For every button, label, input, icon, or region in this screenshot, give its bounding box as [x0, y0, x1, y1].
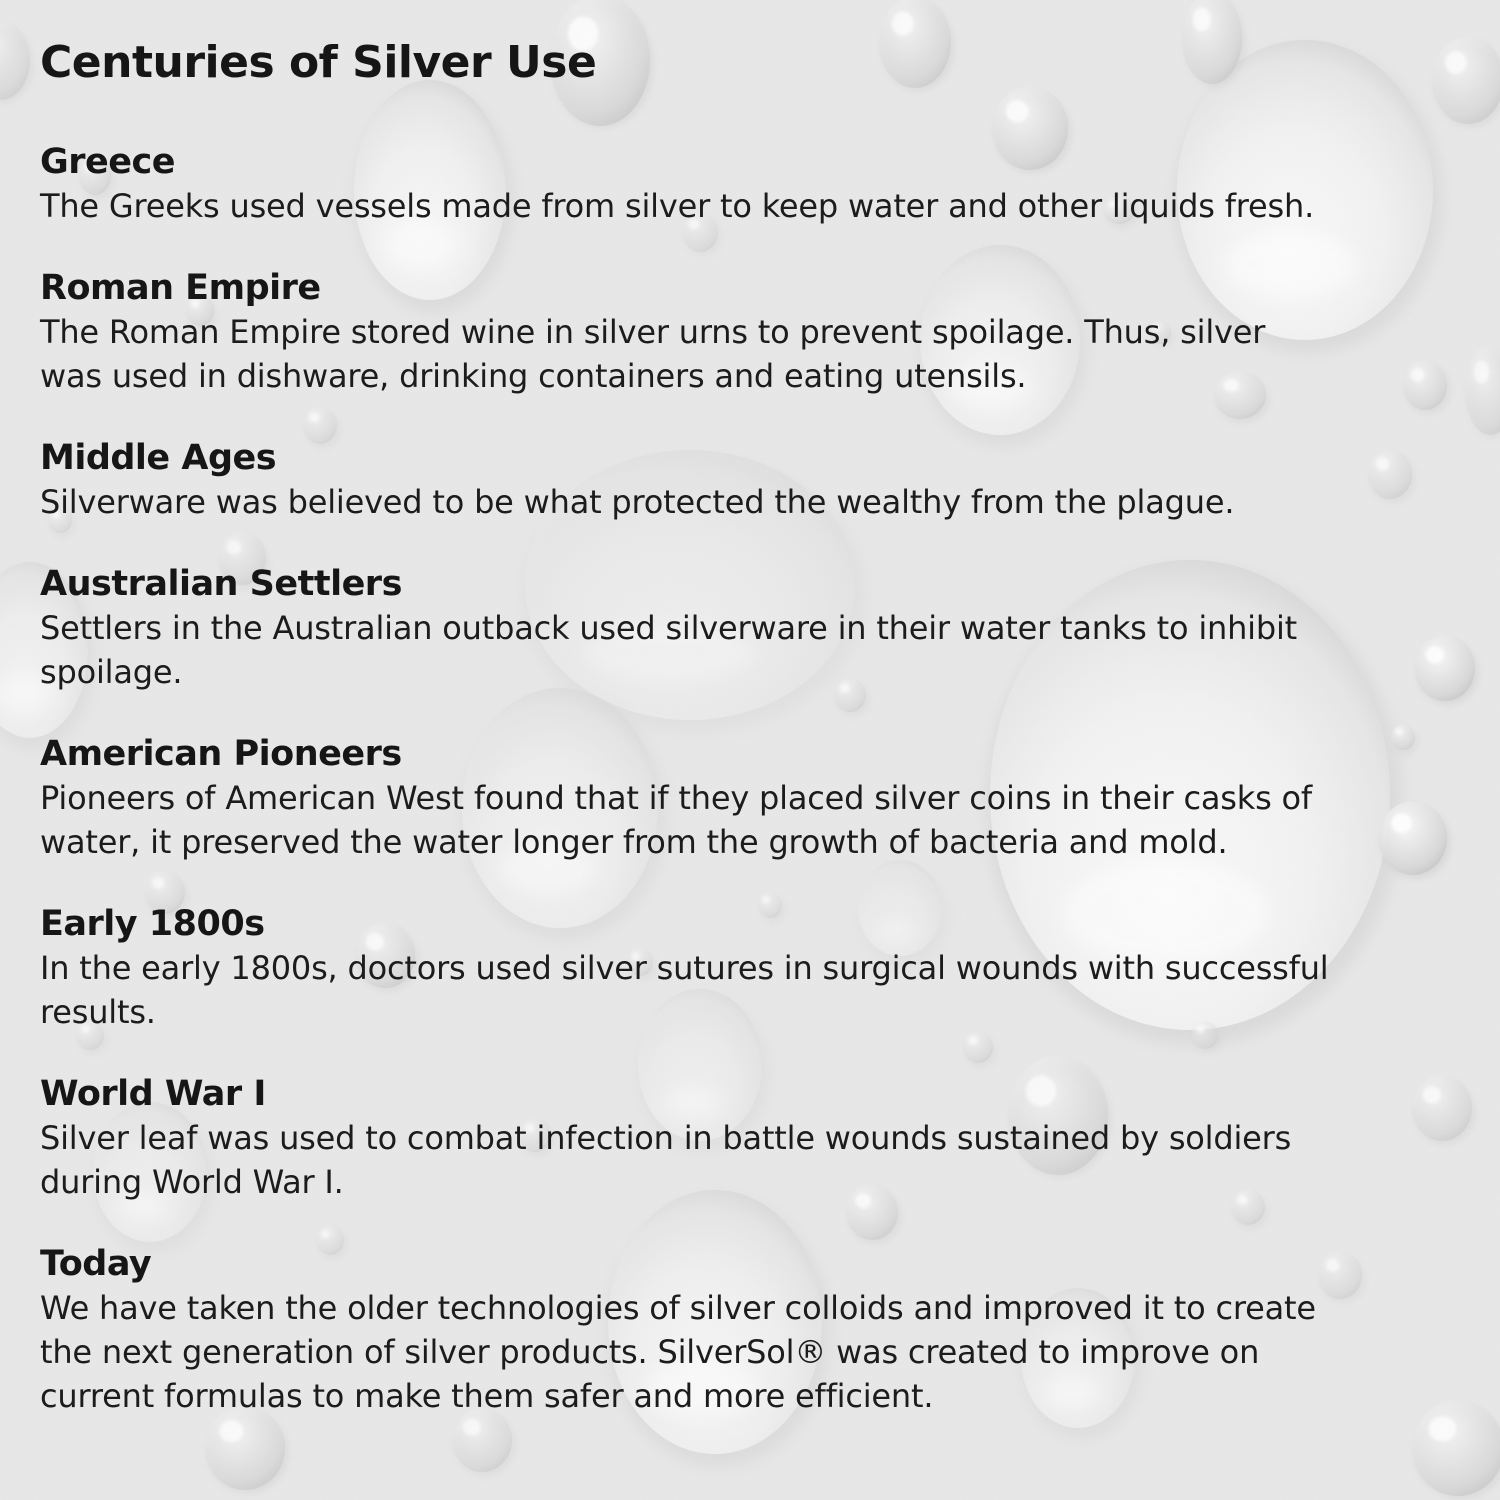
timeline-sections	[40, 140, 1460, 1418]
section-body-line: was used in dishware, drinking containers and eating utensils.	[40, 357, 1027, 395]
section-body-line: spoilage.	[40, 653, 183, 691]
section-heading: World War I	[40, 1074, 266, 1114]
section-body	[40, 606, 1460, 694]
section-body-line: results.	[40, 993, 156, 1031]
section-body-line: The Greeks used vessels made from silver to keep water and other liquids fresh.	[40, 187, 1315, 225]
section-body-line: The Roman Empire stored wine in silver urns to prevent spoilage. Thus, silver	[40, 313, 1266, 351]
section-body	[40, 184, 1460, 228]
section-body	[40, 480, 1460, 524]
timeline-section	[40, 732, 1460, 864]
section-body-line: We have taken the older technologies of silver colloids and improved it to create	[40, 1289, 1316, 1327]
section-body	[40, 946, 1460, 1034]
timeline-section	[40, 1072, 1460, 1204]
section-heading: Roman Empire	[40, 268, 321, 308]
section-heading: Australian Settlers	[40, 564, 402, 604]
section-body-line: the next generation of silver products. SilverSol® was created to improve on	[40, 1333, 1260, 1371]
section-body-line: Silverware was believed to be what protected the wealthy from the plague.	[40, 483, 1235, 521]
page-title: Centuries of Silver Use	[40, 37, 597, 88]
section-body	[40, 776, 1460, 864]
section-heading: Middle Ages	[40, 438, 277, 478]
section-body	[40, 1286, 1460, 1418]
section-body-line: Settlers in the Australian outback used silverware in their water tanks to inhibit	[40, 609, 1298, 647]
timeline-section	[40, 902, 1460, 1034]
section-heading: Greece	[40, 142, 175, 182]
section-heading: American Pioneers	[40, 734, 402, 774]
section-heading: Early 1800s	[40, 904, 265, 944]
section-body-line: Silver leaf was used to combat infection in battle wounds sustained by soldiers	[40, 1119, 1292, 1157]
section-body-line: Pioneers of American West found that if they placed silver coins in their casks of	[40, 779, 1312, 817]
section-body	[40, 310, 1460, 398]
section-heading: Today	[40, 1244, 152, 1284]
section-body-line: In the early 1800s, doctors used silver sutures in surgical wounds with successful	[40, 949, 1329, 987]
timeline-section	[40, 562, 1460, 694]
section-body-line: water, it preserved the water longer from the growth of bacteria and mold.	[40, 823, 1228, 861]
section-body-line: current formulas to make them safer and more efficient.	[40, 1377, 934, 1415]
timeline-section	[40, 266, 1460, 398]
timeline-section	[40, 1242, 1460, 1418]
timeline-section	[40, 140, 1460, 228]
timeline-section	[40, 436, 1460, 524]
section-body	[40, 1116, 1460, 1204]
section-body-line: during World War I.	[40, 1163, 344, 1201]
